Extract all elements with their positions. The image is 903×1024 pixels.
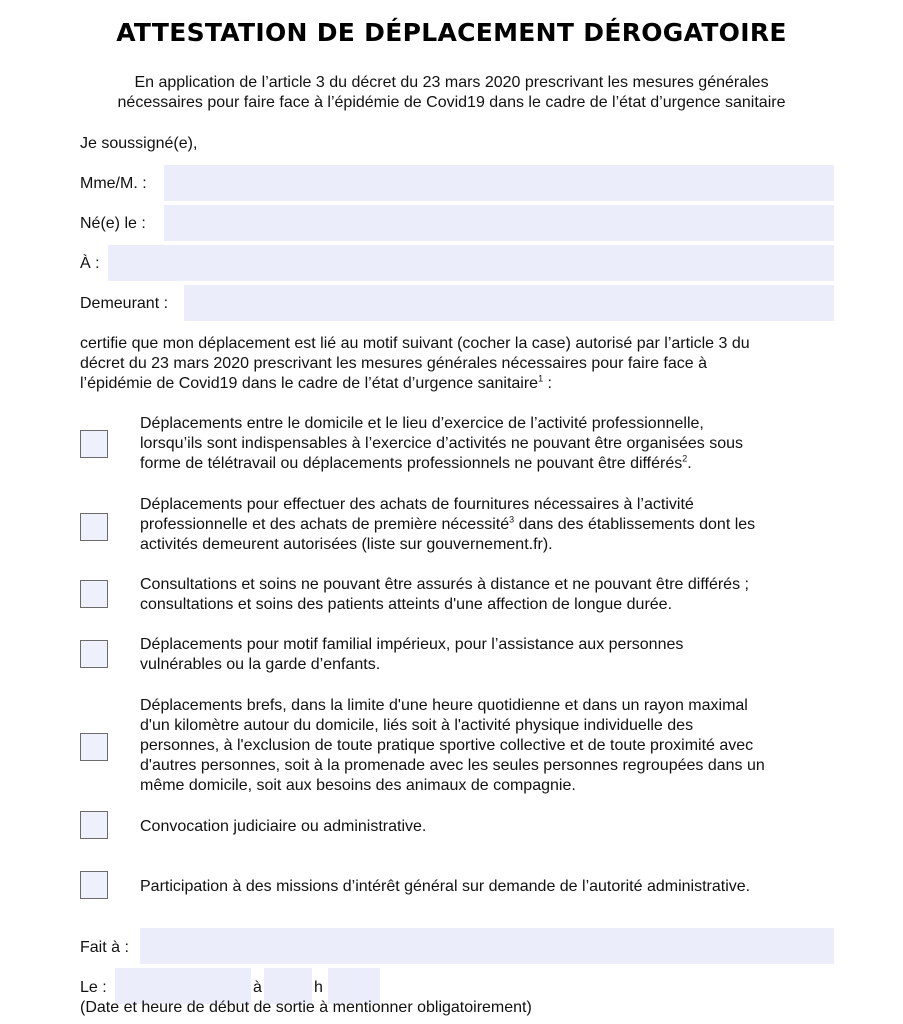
- option-family-line-2: vulnérables ou la garde d’enfants.: [140, 656, 381, 673]
- option-work-period: .: [687, 455, 692, 472]
- option-exercise-line-4: d'autres personnes, soit à la promenade avec les seules personnes regroupées dans un: [140, 757, 765, 774]
- option-judicial-text: Convocation judiciaire ou administrative.: [140, 818, 427, 835]
- footnote-1-marker: 1: [538, 373, 544, 384]
- checkbox-family[interactable]: [80, 640, 108, 668]
- option-shopping-line-2: [140, 515, 840, 535]
- decree-reference-line-2: nécessaires pour faire face à l’épidémie de Covid19 dans le cadre de l’état d’urgence sanitaire: [117, 94, 786, 111]
- option-health-line-2: consultations et soins des patients atteints d'une affection de longue durée.: [140, 596, 673, 613]
- option-work-line-2: lorsqu’ils sont indispensables à l’exercice d’activités ne pouvant être organisées sous: [140, 435, 743, 452]
- option-work-line-3: [140, 454, 840, 474]
- checkbox-exercise[interactable]: [80, 733, 108, 761]
- option-family-text: [140, 635, 840, 675]
- date-time-note: (Date et heure de début de sortie à mentionner obligatoirement): [80, 999, 532, 1016]
- option-exercise-line-5: même domicile, soit aux besoins des animaux de compagnie.: [140, 777, 576, 794]
- signed-at-label: Fait à :: [80, 939, 129, 956]
- option-shopping-text: [140, 495, 840, 555]
- birth-place-field[interactable]: [108, 245, 834, 281]
- option-family-line-1: Déplacements pour motif familial impérieux, pour l’assistance aux personnes: [140, 636, 684, 653]
- certification-line-3: [80, 374, 840, 394]
- birth-date-label: Né(e) le :: [80, 215, 146, 232]
- checkbox-shopping[interactable]: [80, 513, 108, 541]
- option-shopping-line-3: activités demeurent autorisées (liste sur gouvernement.fr).: [140, 536, 553, 553]
- option-exercise-line-3: personnes, à l'exclusion de toute pratique sportive collective et de toute proximité avec: [140, 737, 754, 754]
- decree-reference-line-1: En application de l’article 3 du décret du 23 mars 2020 prescrivant les mesures générales: [134, 74, 769, 91]
- certification-line-1: certifie que mon déplacement est lié au motif suivant (cocher la case) autorisé par l’article 3 du: [80, 335, 750, 352]
- option-work-line-3-text: forme de télétravail ou déplacements professionnels ne pouvant être différés: [140, 455, 683, 472]
- checkbox-work[interactable]: [80, 430, 108, 458]
- option-exercise-line-1: Déplacements brefs, dans la limite d'une heure quotidienne et dans un rayon maximal: [140, 697, 748, 714]
- option-exercise-text: [140, 696, 840, 796]
- hour-label: h: [314, 979, 323, 996]
- option-health-line-1: Consultations et soins ne pouvant être assurés à distance et ne pouvant être différés ;: [140, 576, 749, 593]
- address-label: Demeurant :: [80, 295, 169, 312]
- at-label: à: [253, 979, 262, 996]
- intro-text: Je soussigné(e),: [80, 135, 198, 152]
- certification-line-2: décret du 23 mars 2020 prescrivant les mesures générales nécessaires pour faire face à: [80, 355, 707, 372]
- option-work-line-1: Déplacements entre le domicile et le lieu d’exercice de l’activité professionnelle,: [140, 415, 704, 432]
- option-shopping-line-1: Déplacements pour effectuer des achats de fournitures nécessaires à l’activité: [140, 496, 694, 513]
- address-field[interactable]: [184, 285, 834, 321]
- signed-at-field[interactable]: [140, 928, 834, 964]
- checkbox-missions[interactable]: [80, 871, 108, 899]
- checkbox-health[interactable]: [80, 580, 108, 608]
- decree-reference: [60, 73, 843, 113]
- option-missions-text: Participation à des missions d’intérêt général sur demande de l’autorité administrative.: [140, 878, 751, 895]
- option-exercise-line-2: d'un kilomètre autour du domicile, liés soit à l'activité physique individuelle des: [140, 717, 694, 734]
- document-title: ATTESTATION DE DÉPLACEMENT DÉROGATOIRE: [116, 18, 787, 47]
- option-work-text: [140, 414, 840, 474]
- option-shopping-line-2a: professionnelle et des achats de première nécessité: [140, 516, 510, 533]
- option-health-text: [140, 575, 840, 615]
- checkbox-judicial[interactable]: [80, 811, 108, 839]
- footnote-3-marker: 3: [509, 514, 515, 525]
- certification-colon: :: [543, 375, 552, 392]
- certification-line-3-text: l’épidémie de Covid19 dans le cadre de l’état d’urgence sanitaire: [80, 375, 539, 392]
- name-field[interactable]: [164, 165, 834, 201]
- certification-text: [80, 334, 840, 394]
- date-label: Le :: [80, 979, 107, 996]
- birth-date-field[interactable]: [164, 205, 834, 241]
- footnote-2-marker: 2: [682, 453, 688, 464]
- name-label: Mme/M. :: [80, 175, 147, 192]
- option-shopping-line-2b: dans des établissements dont les: [514, 516, 756, 533]
- birth-place-label: À :: [80, 255, 100, 272]
